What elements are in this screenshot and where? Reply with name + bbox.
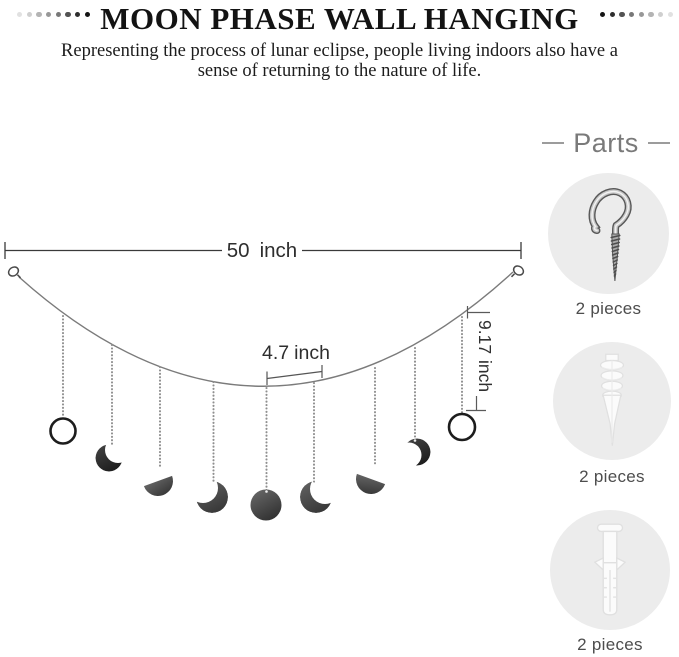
parts-heading bbox=[533, 125, 679, 161]
heading-dash-left bbox=[542, 142, 564, 144]
hanging-chain-curve bbox=[19, 272, 513, 386]
dimension-label-4-7-inch bbox=[261, 342, 331, 365]
dimension-value: 9.17 bbox=[475, 320, 495, 355]
moon-garland-diagram bbox=[0, 238, 540, 538]
part-item-expansion-plug bbox=[550, 510, 670, 630]
part-item-self-drilling-anchor bbox=[553, 342, 671, 460]
dimension-label-50-inch bbox=[224, 239, 300, 263]
parts-heading-label: Parts bbox=[573, 127, 639, 158]
pendant-waxing-gibbous-crescent bbox=[196, 481, 228, 513]
pendant-waxing-crescent bbox=[96, 445, 123, 472]
self-drilling-anchor-icon bbox=[589, 349, 635, 453]
heading-dash-right bbox=[648, 142, 670, 144]
pendant-waning-gibbous-crescent bbox=[300, 481, 332, 513]
dimension-label-9-17-inch bbox=[474, 320, 495, 392]
pendant-new-moon-ring-right bbox=[449, 414, 475, 440]
dimension-value: 4.7 bbox=[262, 342, 290, 364]
pendant-last-quarter bbox=[352, 474, 385, 498]
subtitle bbox=[0, 42, 679, 81]
subtitle-line-1: Representing the process of lunar eclipse, people living indoors also have a bbox=[61, 41, 618, 61]
ceiling-hook-icon bbox=[584, 181, 634, 287]
expansion-wall-plug-icon bbox=[586, 520, 634, 620]
part-quantity: 2 pieces bbox=[575, 299, 642, 318]
part-item-ceiling-hook bbox=[548, 173, 669, 294]
pendant-first-quarter bbox=[144, 476, 177, 500]
page-title: MOON PHASE WALL HANGING bbox=[100, 1, 579, 36]
part-quantity: 2 pieces bbox=[579, 467, 645, 486]
dimension-unit: inch bbox=[259, 239, 298, 262]
dimension-unit: inch bbox=[294, 342, 330, 364]
pendant-new-moon-ring-left bbox=[51, 419, 76, 444]
pendant-waning-crescent bbox=[404, 439, 431, 466]
subtitle-line-2: sense of returning to the nature of life. bbox=[197, 60, 482, 81]
pendant-full-moon bbox=[251, 490, 282, 521]
dimension-value: 50 bbox=[226, 239, 250, 262]
dimension-unit: inch bbox=[475, 360, 495, 393]
left-anchor-ring-icon bbox=[7, 265, 21, 278]
part-quantity: 2 pieces bbox=[577, 635, 643, 654]
right-anchor-ring-icon bbox=[512, 264, 526, 277]
